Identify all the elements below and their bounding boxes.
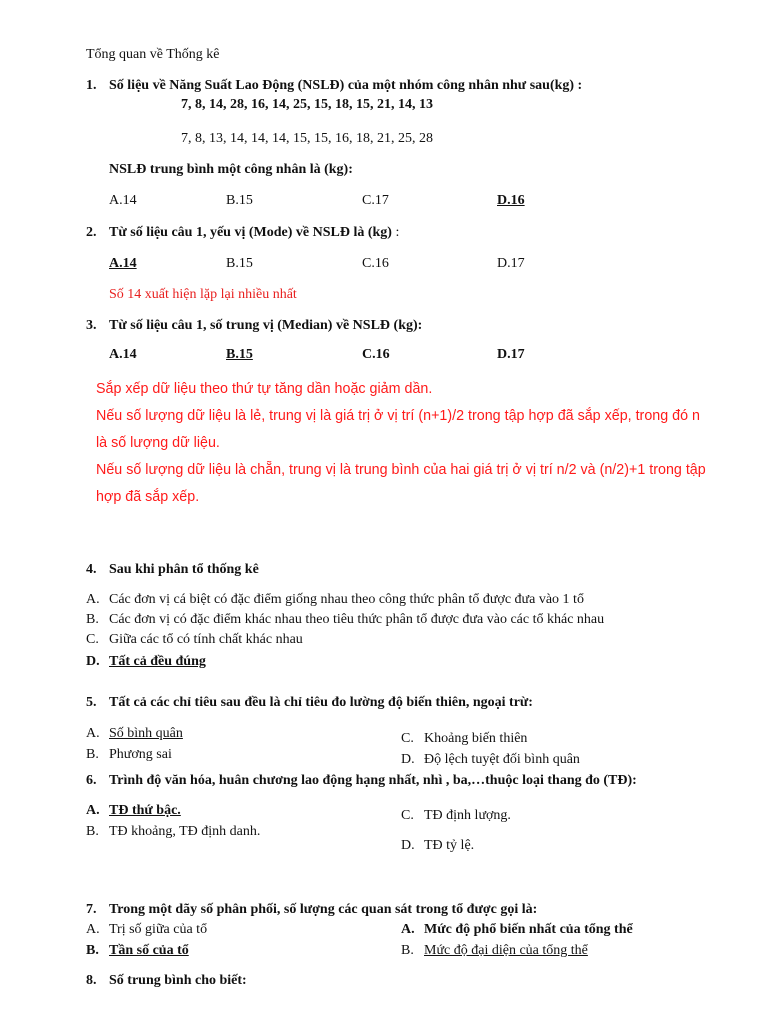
q6-option-b[interactable]: TĐ khoảng, TĐ định danh. xyxy=(109,824,261,839)
q7-option-b2-letter: B. xyxy=(401,943,414,958)
q6-option-b-letter: B. xyxy=(86,824,99,839)
q7-option-b2[interactable]: Mức độ đại diện của tổng thể xyxy=(424,943,588,958)
q6-text: Trình độ văn hóa, huân chương lao động hạng nhất, nhì , ba,…thuộc loại thang đo (TĐ): xyxy=(109,773,637,788)
q4-option-d-correct[interactable]: Tất cả đều đúng xyxy=(109,654,206,669)
q7-option-b-correct[interactable]: Tần số của tổ xyxy=(109,943,189,958)
page-title: Tổng quan về Thống kê xyxy=(86,47,220,62)
q5-number: 5. xyxy=(86,695,97,710)
q1-data: 7, 8, 14, 28, 16, 14, 25, 15, 18, 15, 21, 14, 13 xyxy=(181,97,433,112)
q5-option-a-letter: A. xyxy=(86,726,100,741)
q1-subquestion: NSLĐ trung bình một công nhân là (kg): xyxy=(109,162,353,177)
q2-colon: : xyxy=(391,225,400,240)
q2-option-d[interactable]: D.17 xyxy=(497,256,525,271)
q6-option-c-letter: C. xyxy=(401,808,414,823)
q2-option-b[interactable]: B.15 xyxy=(226,256,253,271)
q3-option-d[interactable]: D.17 xyxy=(497,347,525,362)
q7-number: 7. xyxy=(86,902,97,917)
q3-text: Từ số liệu câu 1, số trung vị (Median) về NSLĐ (kg): xyxy=(109,318,423,333)
q5-option-d[interactable]: Độ lệch tuyệt đối bình quân xyxy=(424,752,580,767)
q3-explanation-line-2: Nếu số lượng dữ liệu là lẻ, trung vị là giá trị ở vị trí (n+1)/2 trong tập hợp đã sắp xếp, trong đó n xyxy=(96,408,700,424)
q1-sorted-data: 7, 8, 13, 14, 14, 14, 15, 15, 16, 18, 21, 25, 28 xyxy=(181,131,433,146)
q4-option-c[interactable]: Giữa các tổ có tính chất khác nhau xyxy=(109,632,303,647)
q8-number: 8. xyxy=(86,973,97,988)
q2-number: 2. xyxy=(86,225,97,240)
q6-option-a-correct[interactable]: TĐ thứ bậc. xyxy=(109,803,181,818)
q1-option-a[interactable]: A.14 xyxy=(109,193,137,208)
q4-option-a-letter: A. xyxy=(86,592,100,607)
q3-explanation-line-4: Nếu số lượng dữ liệu là chẵn, trung vị là trung bình của hai giá trị ở vị trí n/2 và (n/2)+1 trong tập xyxy=(96,462,706,478)
q5-text: Tất cả các chỉ tiêu sau đều là chỉ tiêu đo lường độ biến thiên, ngoại trừ: xyxy=(109,695,533,710)
q3-option-a[interactable]: A.14 xyxy=(109,347,137,362)
q8-text: Số trung bình cho biết: xyxy=(109,973,247,988)
q1-option-b[interactable]: B.15 xyxy=(226,193,253,208)
q4-text: Sau khi phân tổ thống kê xyxy=(109,562,259,577)
q2-option-a-correct[interactable]: A.14 xyxy=(109,256,137,271)
q5-option-c[interactable]: Khoảng biến thiên xyxy=(424,731,528,746)
q3-explanation-line-3: là số lượng dữ liệu. xyxy=(96,435,220,451)
q3-option-c[interactable]: C.16 xyxy=(362,347,390,362)
q1-option-d-correct[interactable]: D.16 xyxy=(497,193,525,208)
q2-text-line xyxy=(109,225,399,241)
q7-option-a-letter: A. xyxy=(86,922,100,937)
q7-option-a2-letter: A. xyxy=(401,922,415,937)
q6-option-d[interactable]: TĐ tỷ lệ. xyxy=(424,838,475,853)
q7-option-b-letter: B. xyxy=(86,943,99,958)
q3-option-b-correct[interactable]: B.15 xyxy=(226,347,253,362)
q7-option-a2[interactable]: Mức độ phổ biến nhất của tổng thể xyxy=(424,922,633,937)
q4-option-b-letter: B. xyxy=(86,612,99,627)
q5-option-d-letter: D. xyxy=(401,752,415,767)
q3-explanation-line-1: Sắp xếp dữ liệu theo thứ tự tăng dần hoặc giảm dần. xyxy=(96,381,433,397)
q6-number: 6. xyxy=(86,773,97,788)
q2-explanation: Số 14 xuất hiện lặp lại nhiều nhất xyxy=(109,287,297,302)
q1-option-c[interactable]: C.17 xyxy=(362,193,389,208)
q1-number: 1. xyxy=(86,78,97,93)
q4-option-b[interactable]: Các đơn vị có đặc điểm khác nhau theo tiêu thức phân tổ được đưa vào các tổ khác nhau xyxy=(109,612,605,627)
q3-explanation-line-5: hợp đã sắp xếp. xyxy=(96,489,200,505)
q5-option-b-letter: B. xyxy=(86,747,99,762)
q2-option-c[interactable]: C.16 xyxy=(362,256,389,271)
q3-number: 3. xyxy=(86,318,97,333)
q6-option-d-letter: D. xyxy=(401,838,415,853)
q4-number: 4. xyxy=(86,562,97,577)
q5-option-c-letter: C. xyxy=(401,731,414,746)
q5-option-a-correct[interactable]: Số bình quân xyxy=(109,726,183,741)
q4-option-d-letter: D. xyxy=(86,654,100,669)
q1-text: Số liệu về Năng Suất Lao Động (NSLĐ) của một nhóm công nhân như sau(kg) : xyxy=(109,78,583,93)
q5-option-b[interactable]: Phương sai xyxy=(109,747,172,762)
q6-option-a-letter: A. xyxy=(86,803,100,818)
q2-text: Từ số liệu câu 1, yếu vị (Mode) về NSLĐ là (kg) xyxy=(109,225,392,240)
q6-option-c[interactable]: TĐ định lượng. xyxy=(424,808,511,823)
q4-option-a[interactable]: Các đơn vị cá biệt có đặc điểm giống nhau theo công thức phân tổ được đưa vào 1 tổ xyxy=(109,592,584,607)
q7-text: Trong một dãy số phân phối, số lượng các quan sát trong tổ được gọi là: xyxy=(109,902,538,917)
q7-option-a[interactable]: Trị số giữa của tổ xyxy=(109,922,208,937)
q4-option-c-letter: C. xyxy=(86,632,99,647)
